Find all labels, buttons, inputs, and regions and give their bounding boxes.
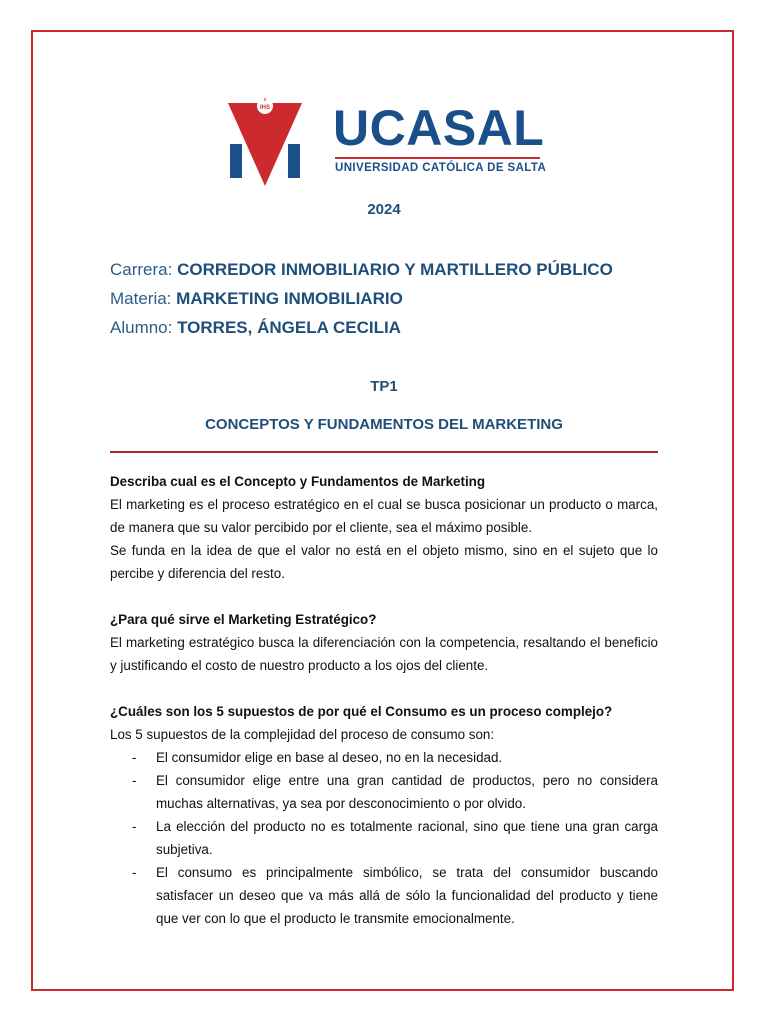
list-item [110, 746, 658, 769]
list-item [110, 815, 658, 861]
section-paragraph: El marketing es el proceso estratégico en el cual se busca posicionar un producto o marca, de manera que su valor percibido por el cliente, sea el máximo posible. [110, 497, 658, 535]
list-bullet: - [132, 750, 137, 765]
assignment-number: TP1 [370, 378, 398, 395]
list-bullet: - [132, 865, 137, 880]
meta-label: Alumno: [110, 318, 173, 337]
list-item-text: La elección del producto no es totalmente racional, sino que tiene una gran carga subjetiva. [156, 819, 658, 857]
meta-value: CORREDOR INMOBILIARIO Y MARTILLERO PÚBLICO [177, 260, 613, 279]
meta-label: Materia: [110, 289, 172, 308]
meta-label: Carrera: [110, 260, 173, 279]
logo-rule [335, 157, 540, 159]
svg-text:IHS: IHS [259, 105, 271, 111]
logo-wordmark: UCASAL [333, 100, 545, 156]
list-bullet: - [132, 819, 137, 834]
ucasal-emblem-icon [228, 98, 302, 188]
meta-value: MARKETING INMOBILIARIO [176, 289, 403, 308]
meta-alumno [110, 318, 401, 338]
section-paragraph: Se funda en la idea de que el valor no está en el objeto mismo, sino en el sujeto que lo percibe y diferencia del resto. [110, 543, 658, 581]
supuestos-list [110, 746, 658, 930]
section-question: ¿Para qué sirve el Marketing Estratégico? [110, 612, 377, 627]
document-body [110, 470, 658, 930]
meta-materia [110, 289, 403, 309]
section-question: ¿Cuáles son los 5 supuestos de por qué el Consumo es un proceso complejo? [110, 704, 613, 719]
section-paragraph: Los 5 supuestos de la complejidad del proceso de consumo son: [110, 727, 495, 742]
section-question: Describa cual es el Concepto y Fundamentos de Marketing [110, 474, 486, 489]
list-bullet: - [132, 773, 137, 788]
meta-value: TORRES, ÁNGELA CECILIA [177, 318, 401, 337]
list-item [110, 861, 658, 930]
title-divider [110, 451, 658, 453]
list-item-text: El consumo es principalmente simbólico, se trata del consumidor buscando satisfacer un deseo que va más allá de sólo la funcionalidad del producto y tiene que ver con lo que el producto le transmite emocionalmente. [156, 865, 658, 926]
list-item [110, 769, 658, 815]
list-item-text: El consumidor elige en base al deseo, no en la necesidad. [156, 750, 503, 765]
meta-carrera [110, 260, 613, 280]
section-paragraph: El marketing estratégico busca la diferenciación con la competencia, resaltando el beneficio y justificando el costo de nuestro producto a los ojos del cliente. [110, 635, 658, 673]
list-item-text: El consumidor elige entre una gran cantidad de productos, pero no considera muchas alternativas, ya sea por desconocimiento o por olvido. [156, 773, 658, 811]
document-year: 2024 [367, 201, 401, 218]
ucasal-logo [228, 98, 547, 190]
assignment-title: CONCEPTOS Y FUNDAMENTOS DEL MARKETING [205, 416, 563, 433]
logo-subtitle: UNIVERSIDAD CATÓLICA DE SALTA [335, 162, 547, 174]
